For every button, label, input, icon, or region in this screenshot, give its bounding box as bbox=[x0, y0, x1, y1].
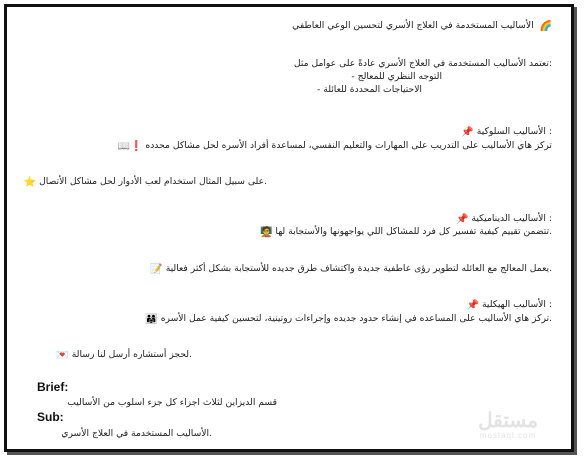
pin-icon: 📌 bbox=[456, 214, 469, 225]
document-frame bbox=[4, 4, 574, 452]
person-icon: 🧑‍🏫 bbox=[260, 227, 273, 238]
behavioral-example-line bbox=[21, 175, 267, 189]
behavioral-example: .على سبيل المثال استخدام لعب الأدوار لحل مشاكل الأتصال bbox=[39, 176, 267, 187]
structural-text-line bbox=[37, 312, 552, 326]
family-icon: 👨‍👩‍👧 bbox=[145, 314, 158, 325]
dynamic-example-line bbox=[37, 262, 552, 276]
brief-text: قسم الديزاين لثلاث اجزاء كل جزء اسلوب من الأساليب bbox=[67, 397, 277, 408]
watermark-domain: mostaql.com bbox=[479, 431, 537, 440]
behavioral-heading: : الأساليب السلوكية bbox=[476, 126, 552, 137]
pin-icon: 📌 bbox=[461, 127, 474, 138]
brief-label: Brief: bbox=[37, 380, 69, 394]
watermark-logo-text: مستقل bbox=[478, 410, 538, 432]
doc-title: الأساليب المستخدمة في العلاج الأسري لتحسين الوعي العاطفي bbox=[292, 20, 534, 31]
book-icon: ❗📖 bbox=[117, 141, 143, 152]
mail-icon: 💌 bbox=[56, 350, 69, 361]
cta-text: .لحجز أستشاره أرسل لنا رسالة bbox=[71, 349, 192, 360]
structural-text: .تركز هاي الأساليب على المساعده في إنشاء حدود جديده وإجراءات روتينية، لتحسين كيفية عمل الأسره bbox=[160, 313, 552, 324]
factor-line-1: التوجه النظري للمعالج - bbox=[351, 71, 442, 82]
title-line bbox=[37, 19, 552, 33]
dynamic-heading: : الأساليب الديناميكية bbox=[471, 213, 552, 224]
behavioral-heading-line bbox=[37, 125, 552, 139]
factor-line-2: الاحتياجات المحددة للعائلة - bbox=[317, 84, 422, 95]
behavioral-text: تركز هاي الأساليب على التدريب على المهارات والتعليم النفسي، لمساعدة أفراد الأسره لحل مشاكل محدده bbox=[145, 140, 552, 151]
mostaql-watermark bbox=[463, 411, 553, 441]
sub-label: Sub: bbox=[37, 410, 64, 424]
dynamic-example: .يعمل المعالج مع العائله لتطوير رؤى عاطفية جديدة واكتشاف طرق جديده للأستجابة بشكل أكثر فعالية bbox=[165, 263, 552, 274]
structural-heading: : الأساليب الهيكلية bbox=[482, 299, 552, 310]
sub-text: .الأساليب المستخدمة في العلاج الأسري bbox=[61, 428, 212, 439]
pin-icon: 📌 bbox=[466, 300, 480, 311]
structural-heading-line bbox=[37, 298, 552, 312]
dynamic-heading-line bbox=[37, 212, 552, 226]
dynamic-text: .تتضمن تقييم كيفية تفسير كل فرد للمشاكل اللي يواجهونها والأستجابة لها bbox=[275, 226, 552, 237]
star-icon: ⭐ bbox=[23, 177, 37, 188]
memo-icon: 📝 bbox=[150, 264, 163, 275]
rainbow-icon: 🌈 bbox=[539, 21, 552, 32]
cta-line bbox=[53, 348, 192, 362]
dynamic-text-line bbox=[37, 225, 552, 239]
intro-line: :تعتمد الأساليب المستخدمة في العلاج الأسري عادةً على عوامل مثل bbox=[293, 58, 552, 69]
behavioral-text-line bbox=[37, 139, 552, 153]
